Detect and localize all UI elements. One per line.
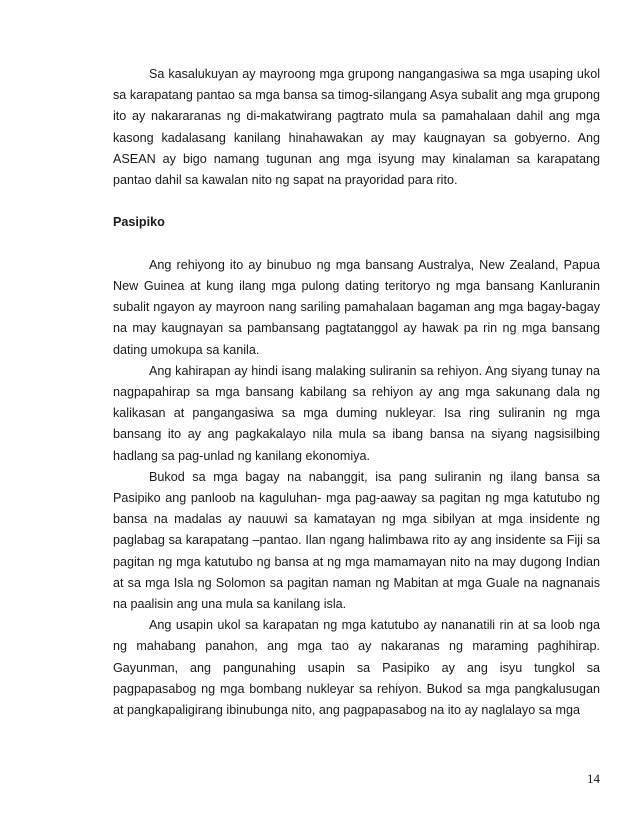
paragraph-4: Ang usapin ukol sa karapatan ng mga katutubo ay nananatili rin at sa loob nga ng mahabang panahon, ang mga tao ay nakaranas ng maraming paghihirap. Gayunman, ang pangunahing usapin sa Pasipiko ay ang isyu tungkol sa pagpapasabog ng mga bombang nukleyar sa rehiyon. Bukod sa mga pangkalusugan at pangkapaligirang ibinubunga nito, ang pagpapasabog na ito ay naglalayo sa mga <box>113 618 600 718</box>
paragraph-1: Ang rehiyong ito ay binubuo ng mga bansang Australya, New Zealand, Papua New Guinea at kung ilang mga pulong dating teritoryo ng mga bansang Kanluranin subalit ngayon ay mayroon nang sariling pamahalaan bagaman ang mga bagay-bagay na may kaugnayan sa pambansang pagtatanggol ay hawak pa rin ng mga bansang dating umokupa sa kanila. <box>113 257 600 357</box>
document-page <box>113 64 600 721</box>
spacer <box>113 191 600 212</box>
section-heading: Pasipiko <box>113 215 165 230</box>
paragraph-3: Bukod sa mga bagay na nabanggit, isa pang suliranin ng ilang bansa sa Pasipiko ang panloob na kaguluhan- mga pag-aaway sa pagitan ng mga katutubo ng bansa na madalas ay nauuwi sa kamatayan ng mga sibilyan at mga insidente ng paglabag sa karapatang –pantao. Ilan ngang halimbawa rito ay ang insidente sa Fiji sa pagitan ng mga katutubo ng bansa at ng mga mamamayan nito na may dugong Indian at sa mga Isla ng Solomon sa pagitan naman ng Mabitan at mga Guale na nagnanais na paalisin ang una mula sa kanilang isla. <box>113 469 600 612</box>
page-number: 14 <box>587 771 600 786</box>
spacer <box>113 234 600 255</box>
paragraph-2: Ang kahirapan ay hindi isang malaking suliranin sa rehiyon. Ang siyang tunay na nagpapahirap sa mga bansang kabilang sa rehiyon ay ang mga sakunang dala ng kalikasan at pangangasiwa sa mga duming nukleyar. Isa ring suliranin ng mga bansang ito ay ang pagkakalayo nila mula sa ibang bansa na siyang nagsisilbing hadlang sa pag-unlad ng kanilang ekonomiya. <box>113 363 600 463</box>
intro-paragraph: Sa kasalukuyan ay mayroong mga grupong nangangasiwa sa mga usaping ukol sa karapatang pantao sa mga bansa sa timog-silangang Asya subalit ang mga grupong ito ay nakararanas ng di-makatwirang pagtrato mula sa pamahalaan dahil ang mga kasong kadalasang kanilang hinahawakan ay may kaugnayan sa gobyerno. Ang ASEAN ay bigo namang tugunan ang mga isyung may kinalaman sa karapatang pantao dahil sa kawalan nito ng sapat na prayoridad para rito. <box>113 67 600 188</box>
